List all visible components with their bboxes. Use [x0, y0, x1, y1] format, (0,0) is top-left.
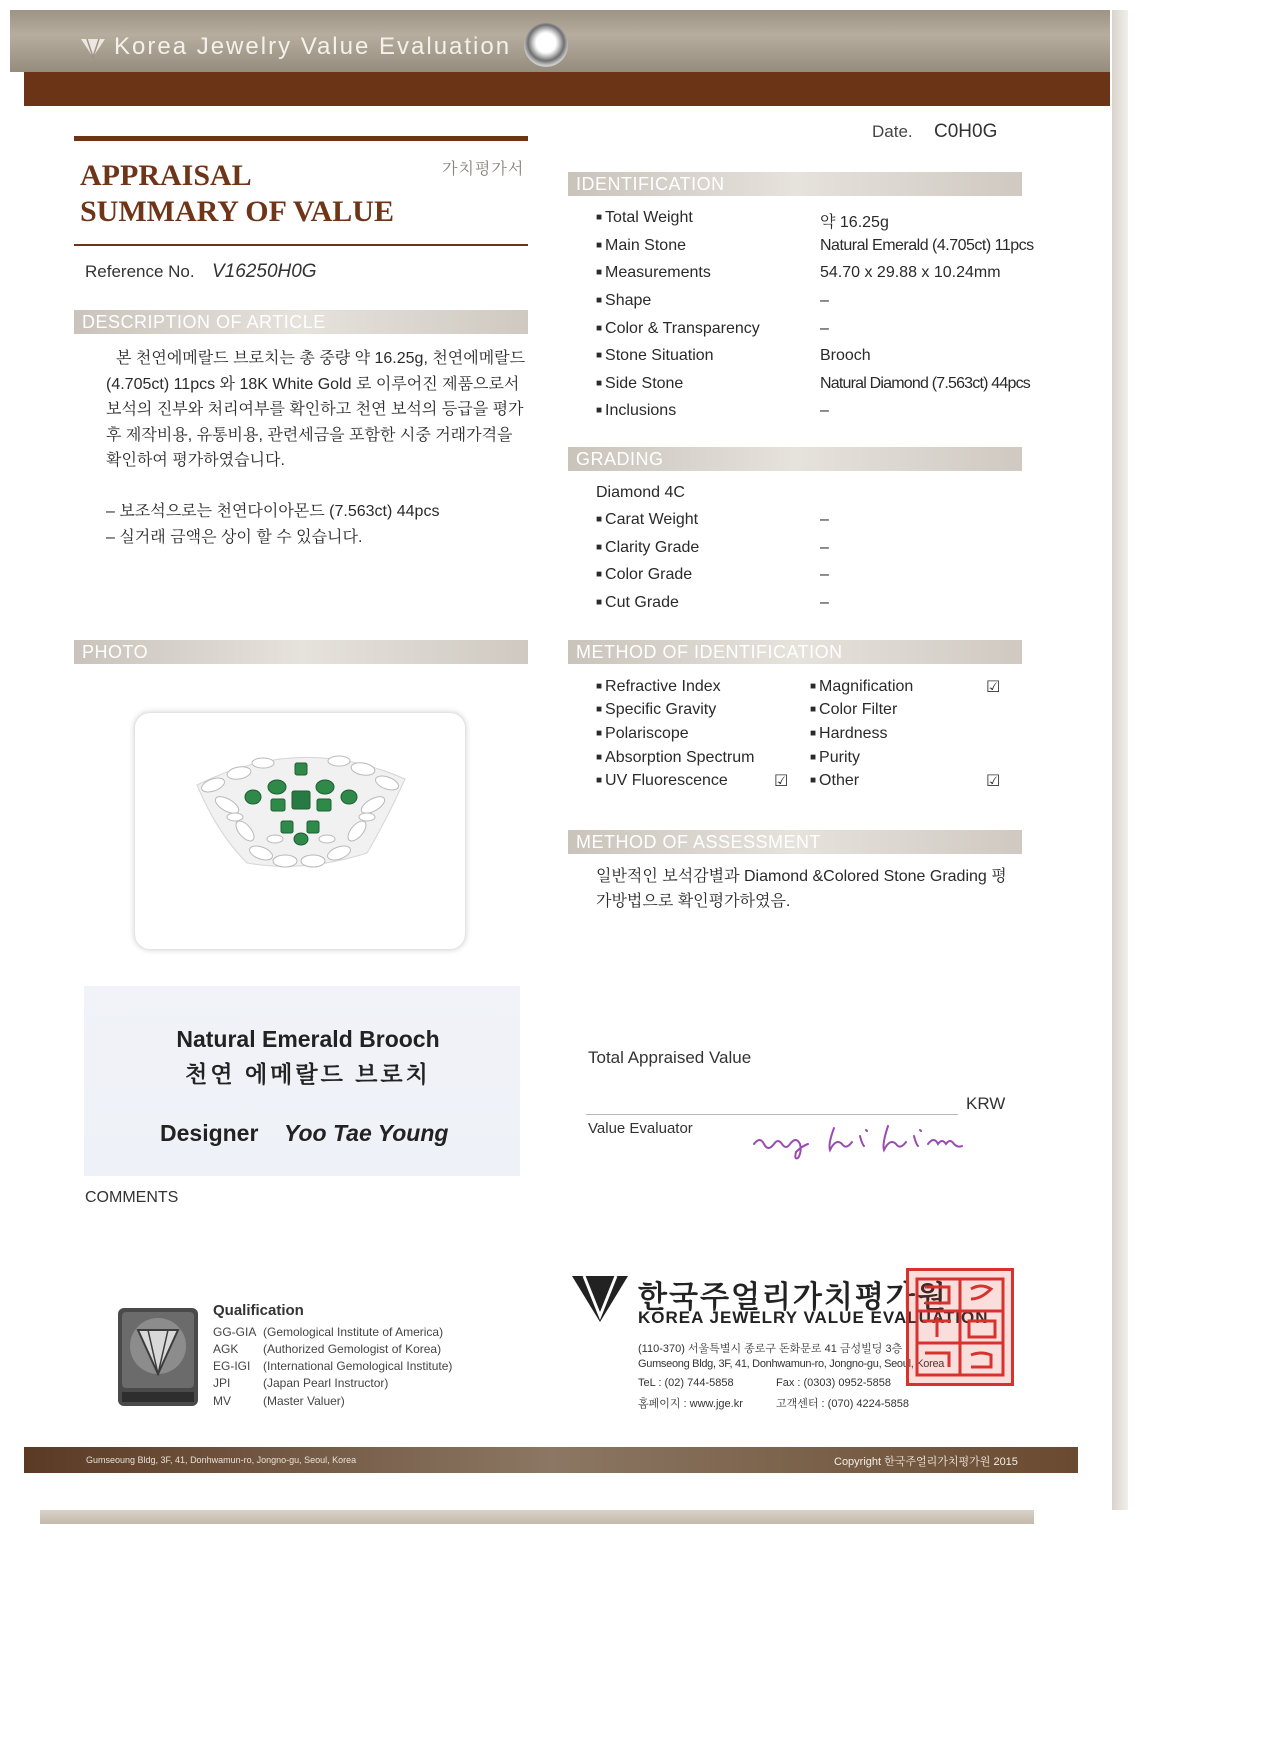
customer-center: 고객센터 : (070) 4224-5858 [776, 1398, 910, 1410]
method-assessment-body: 일반적인 보석감별과 Diamond &Colored Stone Grading 평가방법으로 확인평가하였음. [596, 868, 1007, 910]
ident-label: ■ Main Stone [596, 237, 686, 255]
product-photo [134, 712, 466, 950]
grading-label: ■ Cut Grade [596, 594, 679, 612]
ident-value: Brooch [820, 347, 871, 364]
qualification-code: AGK [213, 1342, 239, 1356]
method-label: ■ Magnification [810, 678, 913, 696]
page-title-korean: 가치평가서 [442, 161, 525, 178]
qualification-code: EG-IGI [213, 1359, 251, 1373]
date-label: Date. [872, 122, 913, 141]
date-value: C0H0G [934, 121, 998, 142]
ident-label: ■ Inclusions [596, 402, 676, 420]
bottom-strip [40, 1510, 1034, 1524]
description-body: 본 천연에메랄드 브로치는 총 중량 약 16.25g, 천연에메랄드 (4.705ct) 11pcs 와 18K White Gold 로 이루어진 제품으로서 보석의 진부와 처리여부를 확인하고 천연 보석의 등급을 평가 후 제작비용, 유통비용, 관련세금을 포함한 시중 거래가격을 확인하여 평가하였습니다. [106, 350, 526, 469]
photo-header: PHOTO [74, 640, 528, 664]
method-identification-header: METHOD OF IDENTIFICATION [568, 640, 1022, 664]
value-line [586, 1114, 958, 1115]
qualification-desc: (International Gemological Institute) [263, 1359, 453, 1373]
ident-value: 54.70 x 29.88 x 10.24mm [820, 264, 1001, 281]
title-rule-top [74, 136, 528, 141]
ident-value: Natural Emerald (4.705ct) 11pcs [820, 237, 1034, 254]
grading-label: ■ Carat Weight [596, 511, 698, 529]
ident-label: ■ Side Stone [596, 375, 683, 393]
hologram-logo [118, 1308, 198, 1406]
description-note: – 실거래 금액은 상이 할 수 있습니다. [106, 529, 363, 546]
method-label: ■ Color Filter [810, 701, 897, 719]
qualification-desc: (Authorized Gemologist of Korea) [263, 1342, 442, 1356]
organization-name-en: KOREA JEWELRY VALUE EVALUATION [638, 1308, 989, 1327]
ident-label: ■ Stone Situation [596, 347, 714, 365]
method-label: ■ Hardness [810, 725, 888, 743]
grading-label: ■ Color Grade [596, 566, 692, 584]
ident-value: – [820, 320, 829, 337]
ident-label: ■ Measurements [596, 264, 711, 282]
ident-label: ■ Total Weight [596, 209, 693, 227]
designer-label: Designer [160, 1120, 259, 1146]
ident-value: – [820, 292, 829, 309]
address-korean: (110-370) 서울특별시 종로구 돈화문로 41 금성빌딩 3층 [638, 1343, 903, 1355]
total-appraised-value-label: Total Appraised Value [588, 1048, 752, 1067]
organization-name-ko: 한국주얼리가치평가원 [638, 1281, 948, 1314]
ident-value: 약 16.25g [820, 214, 889, 231]
official-seal-stamp [906, 1268, 1014, 1386]
header-brown-bar [24, 72, 1110, 106]
brooch-image [135, 713, 467, 951]
qualification-code: MV [213, 1394, 231, 1408]
value-evaluator-label: Value Evaluator [588, 1120, 693, 1137]
header-title: Korea Jewelry Value Evaluation [114, 33, 512, 60]
page-title: APPRAISAL SUMMARY OF VALUE [80, 159, 394, 228]
qualification-code: GG-GIA [213, 1325, 257, 1339]
designer-name: Yoo Tae Young [284, 1120, 449, 1146]
qualification-desc: (Master Valuer) [263, 1394, 345, 1408]
grading-value: – [820, 511, 829, 528]
description-header: DESCRIPTION OF ARTICLE [74, 310, 528, 334]
ident-value: – [820, 402, 829, 419]
website: 홈페이지 : www.jge.kr [638, 1398, 743, 1410]
method-label: ■ Absorption Spectrum [596, 749, 754, 767]
footer-copyright: Copyright 한국주얼리가치평가원 2015 [834, 1456, 1018, 1468]
grading-value: – [820, 594, 829, 611]
qualification-code: JPI [213, 1376, 231, 1390]
diamond-logo-icon [80, 36, 106, 58]
grading-value: – [820, 539, 829, 556]
address-english: Gumseong Bldg, 3F, 41, Donhwamun-ro, Jongno-gu, Seoul, Korea [638, 1358, 945, 1370]
ident-label: ■ Shape [596, 292, 651, 310]
product-name-en: Natural Emerald Brooch [176, 1026, 440, 1052]
grading-header: GRADING [568, 447, 1022, 471]
method-label: ■ Other [810, 772, 859, 790]
grading-value: – [820, 566, 829, 583]
fax: Fax : (0303) 0952-5858 [776, 1377, 891, 1389]
ident-label: ■ Color & Transparency [596, 320, 760, 338]
reference-number: V16250H0G [212, 261, 317, 282]
qualification-title: Qualification [213, 1302, 304, 1319]
ident-value: Natural Diamond (7.563ct) 44pcs [820, 375, 1030, 392]
kjve-logo-icon [570, 1272, 630, 1324]
reference-label: Reference No. [85, 262, 195, 281]
description-note: – 보조석으로는 천연다이아몬드 (7.563ct) 44pcs [106, 503, 440, 520]
method-label: ■ Specific Gravity [596, 701, 716, 719]
currency-label: KRW [966, 1094, 1006, 1113]
evaluator-signature [748, 1122, 968, 1162]
qualification-desc: (Japan Pearl Instructor) [263, 1376, 389, 1390]
checkbox-checked-icon: ☑ [986, 679, 1001, 696]
checkbox-checked-icon: ☑ [774, 773, 789, 790]
title-rule-bottom [74, 244, 528, 246]
footer-address: Gumseoung Bldg, 3F, 41, Donhwamun-ro, Jongno-gu, Seoul, Korea [86, 1455, 357, 1465]
qualification-desc: (Gemological Institute of America) [263, 1325, 444, 1339]
method-label: ■ Refractive Index [596, 678, 721, 696]
telephone: TeL : (02) 744-5858 [638, 1377, 734, 1389]
page-edge [1112, 10, 1128, 1510]
method-label: ■ Polariscope [596, 725, 689, 743]
identification-header: IDENTIFICATION [568, 172, 1022, 196]
checkbox-checked-icon: ☑ [986, 773, 1001, 790]
method-label: ■ UV Fluorescence [596, 772, 728, 790]
method-label: ■ Purity [810, 749, 860, 767]
grommet-hole [524, 23, 568, 67]
grading-subheader: Diamond 4C [596, 484, 685, 501]
product-name-ko: 천연 에메랄드 브로치 [185, 1061, 431, 1087]
method-assessment-header: METHOD OF ASSESSMENT [568, 830, 1022, 854]
grading-label: ■ Clarity Grade [596, 539, 699, 557]
comments-label: COMMENTS [85, 1189, 179, 1206]
